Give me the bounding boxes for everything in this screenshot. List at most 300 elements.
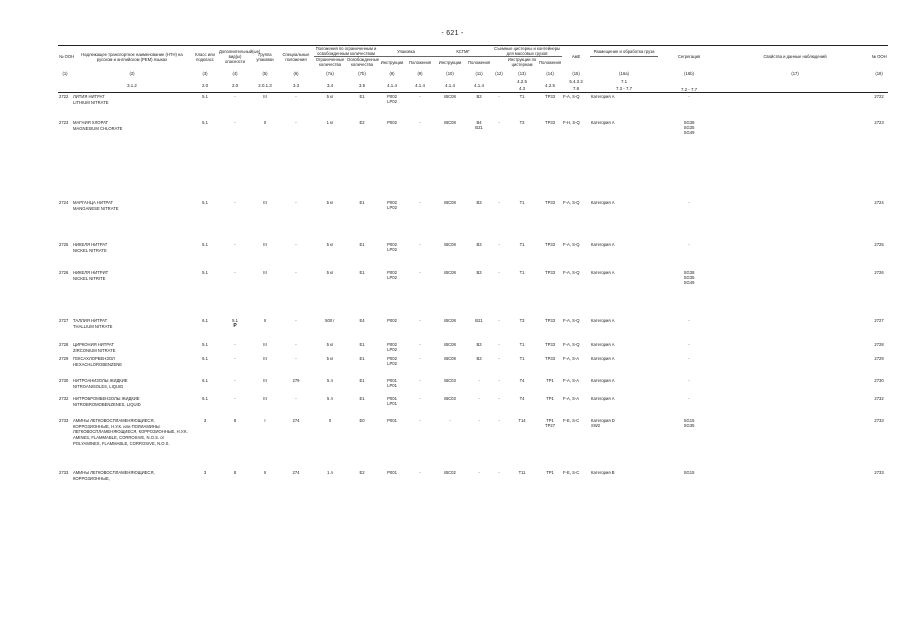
tank-provision-cell: TP33 xyxy=(545,317,556,323)
reference-number: 4.1.4 xyxy=(434,79,466,93)
packing-group-cell: III xyxy=(263,241,267,247)
dangerous-goods-list-table xyxy=(58,45,888,483)
un-number-right-cell: 2726 xyxy=(874,269,884,275)
excepted-quantity-cell: E0 xyxy=(359,417,365,423)
segregation-cell: - xyxy=(688,395,690,401)
packing-group-cell: III xyxy=(263,94,267,100)
ibc-provision-cell: B3 xyxy=(476,199,482,205)
shipping-name-cell: НИКЕЛЯ НИТРИТ NICKEL NITRITE xyxy=(73,269,109,281)
header-tank-instructions: Инструкции по цистернам xyxy=(507,57,537,68)
packing-provision-cell: - xyxy=(419,241,421,247)
special-provisions-cell: - xyxy=(295,119,297,125)
shipping-name-cell: НИТРОАНИЗОЛЫ ЖИДКИЕ NITROANISOLES, LIQUID xyxy=(73,377,128,389)
excepted-quantity-cell: E1 xyxy=(359,199,365,205)
column-number: (18) xyxy=(875,70,883,76)
header-segregation: Сегрегация xyxy=(658,46,720,68)
ibc-provision-cell: B3 xyxy=(476,94,482,100)
dangerous-goods-table-sheet xyxy=(58,45,888,483)
class-cell: 5.1 xyxy=(202,199,208,205)
tank-provision-cell: TP1 xyxy=(546,469,554,475)
un-number-right-cell: 2728 xyxy=(874,341,884,347)
class-cell: 3 xyxy=(203,417,207,423)
subsidiary-hazard-cell: - xyxy=(234,269,236,275)
ibc-provision-cell: - xyxy=(478,469,480,475)
packing-group-cell: III xyxy=(263,377,267,383)
tank-blank-cell: - xyxy=(498,94,500,100)
stowage-cell: Категория A xyxy=(591,395,615,401)
column-number: (2) xyxy=(129,70,135,76)
segregation-cell: - xyxy=(688,317,690,323)
header-ibc-instructions: Инструкции xyxy=(434,57,466,68)
column-number: (14) xyxy=(546,70,554,76)
tank-provision-cell: TP33 xyxy=(545,241,556,247)
un-number-right-cell: 2725 xyxy=(874,241,884,247)
column-number: (6) xyxy=(293,70,299,76)
class-cell: 5.1 xyxy=(202,341,208,347)
un-number-right-cell: 2732 xyxy=(874,395,884,401)
packing-instruction-cell: P002 LP02 xyxy=(387,199,397,210)
tank-provision-cell: TP33 xyxy=(545,119,556,125)
tank-provision-cell: TP33 xyxy=(545,355,556,361)
class-cell: 6.1 xyxy=(202,377,208,383)
header-packing-instructions: Инструкции xyxy=(378,57,406,68)
properties-cell xyxy=(720,377,870,395)
ems-cell: F-E, S-C xyxy=(563,417,580,423)
tank-instruction-cell: T1 xyxy=(519,199,525,205)
packing-provision-cell: - xyxy=(419,119,421,125)
ibc-instruction-cell: IBC08 xyxy=(444,119,456,125)
excepted-quantity-cell: E4 xyxy=(359,317,365,323)
class-cell: 5.1 xyxy=(202,241,208,247)
reference-number: 3.5 xyxy=(346,79,378,93)
column-number: (1) xyxy=(62,70,68,76)
tank-instruction-cell: T3 xyxy=(519,317,525,323)
header-subsidiary-hazard: Дополнительный(ые) вид(ы) опасности xyxy=(218,46,252,68)
column-number: (16a) xyxy=(619,70,629,76)
un-number-cell: 2724 xyxy=(59,199,69,205)
packing-provision-cell: - xyxy=(419,317,421,323)
packing-provision-cell: - xyxy=(419,395,421,401)
reference-number: 3.3 xyxy=(278,79,314,93)
special-provisions-cell: - xyxy=(295,341,297,347)
shipping-name-cell: НИКЕЛЯ НИТРАТ NICKEL NITRATE xyxy=(73,241,108,253)
tank-blank-cell: - xyxy=(498,469,500,475)
ibc-provision-cell: B21 xyxy=(475,317,483,323)
ibc-instruction-cell: IBC08 xyxy=(444,269,456,275)
packing-provision-cell: - xyxy=(419,269,421,275)
segregation-cell: SG15 xyxy=(683,469,695,475)
page-number: - 621 - xyxy=(441,30,464,37)
ibc-instruction-cell: IBC03 xyxy=(444,377,456,383)
limited-quantity-cell: 5 л xyxy=(327,377,333,383)
reference-number: 7.2 - 7.7 xyxy=(658,79,720,93)
un-number-cell: 2728 xyxy=(59,341,69,347)
reference-number: 4.1.4 xyxy=(406,79,434,93)
excepted-quantity-cell: E1 xyxy=(359,395,365,401)
segregation-cell: - xyxy=(688,199,690,205)
header-stowage-blank xyxy=(590,57,658,68)
reference-number: 2.0.1.3 xyxy=(252,79,278,93)
table-row xyxy=(58,199,888,241)
header-packaging: Упаковка xyxy=(378,46,434,57)
properties-cell xyxy=(720,417,870,469)
packing-provision-cell: - xyxy=(419,469,421,475)
shipping-name-cell: АМИНЫ ЛЕГКОВОСПЛАМЕНЯЮЩИЕСЯ, КОРРОЗИОННЫЕ, xyxy=(73,469,155,481)
ibc-provision-cell: - xyxy=(478,395,480,401)
un-number-right-cell: 2723 xyxy=(874,119,884,125)
reference-number: 3.1.2 xyxy=(72,79,192,93)
packing-group-cell: III xyxy=(263,269,267,275)
column-number: (13) xyxy=(518,70,526,76)
class-cell: 3 xyxy=(203,469,207,475)
segregation-cell: SG15 SG35 xyxy=(683,417,695,428)
table-row xyxy=(58,395,888,417)
tank-instruction-cell: T1 xyxy=(519,241,525,247)
reference-number: 3.4 xyxy=(314,79,346,93)
packing-instruction-cell: P001 xyxy=(387,417,397,423)
ems-cell: F-A, S-Q xyxy=(563,241,580,247)
segregation-cell: - xyxy=(688,377,690,383)
header-stowage-handling: Размещение и обработка груза xyxy=(590,46,658,57)
limited-quantity-cell: 0 xyxy=(328,417,332,423)
ems-cell: F-A, S-Q xyxy=(563,199,580,205)
shipping-name-cell: МАРГАНЦА НИТРАТ MANGANESE NITRATE xyxy=(73,199,119,211)
column-numbers-row xyxy=(58,67,888,79)
stowage-cell: Категория A xyxy=(591,199,615,205)
tank-instruction-cell: T1 xyxy=(519,355,525,361)
table-row xyxy=(58,317,888,341)
subsidiary-hazard-cell: - xyxy=(234,395,236,401)
tank-instruction-cell: T1 xyxy=(519,269,525,275)
stowage-cell: Категория A xyxy=(591,119,615,125)
un-number-cell: 2732 xyxy=(59,395,69,401)
ibc-instruction-cell: IBC08 xyxy=(444,341,456,347)
header-shipping-name: Надлежащее транспортное наименование (НТН) на русском и английском (РЕМ) языках xyxy=(72,46,192,68)
column-number: (15) xyxy=(572,70,580,76)
stowage-cell: Категория A xyxy=(591,317,615,323)
packing-instruction-cell: P001 LP01 xyxy=(387,395,397,406)
properties-cell xyxy=(720,355,870,377)
header-limited-quantities: Ограниченные количества xyxy=(315,57,345,68)
ems-cell: F-A, S-Q xyxy=(563,94,580,100)
ibc-provision-cell: - xyxy=(478,377,480,383)
un-number-right-cell: 2733 xyxy=(874,417,884,423)
subsidiary-hazard-cell: - xyxy=(234,341,236,347)
column-number: (7b) xyxy=(358,70,366,76)
subsidiary-hazard-cell: 8 xyxy=(233,417,237,423)
reference-number: 2.0 xyxy=(218,79,252,93)
table-row xyxy=(58,377,888,395)
excepted-quantity-cell: E1 xyxy=(359,269,365,275)
special-provisions-cell: - xyxy=(295,94,297,100)
un-number-cell: 2730 xyxy=(59,377,69,383)
packing-group-cell: III xyxy=(263,341,267,347)
un-number-cell: 2733 xyxy=(59,417,69,423)
ibc-provision-cell: - xyxy=(478,417,480,423)
table-header-row xyxy=(58,46,888,57)
packing-instruction-cell: P001 xyxy=(387,469,397,475)
column-number: (7a) xyxy=(326,70,334,76)
limited-quantity-cell: 5 кг xyxy=(326,199,334,205)
header-ibc: КСГМГ xyxy=(434,46,492,57)
tank-blank-cell: - xyxy=(498,269,500,275)
header-packing-group: Группа упаковки xyxy=(252,46,278,68)
ems-cell: F-A, S-A xyxy=(563,355,580,361)
packing-instruction-cell: P002 xyxy=(387,119,397,125)
un-number-cell: 2725 xyxy=(59,241,69,247)
table-row xyxy=(58,341,888,355)
ibc-provision-cell: B4 B21 xyxy=(475,119,483,130)
class-cell: 6.1 xyxy=(202,395,208,401)
column-number: (11) xyxy=(475,70,483,76)
segregation-cell: - xyxy=(688,241,690,247)
table-row xyxy=(58,269,888,317)
column-number: (3) xyxy=(202,70,208,76)
properties-cell xyxy=(720,93,870,119)
subsidiary-hazard-cell: - xyxy=(234,94,236,100)
packing-instruction-cell: P002 LP02 xyxy=(387,355,397,366)
header-un-number-right: № ООН xyxy=(870,46,888,68)
special-provisions-cell: - xyxy=(295,395,297,401)
table-row xyxy=(58,417,888,469)
stowage-cell: Категория A xyxy=(591,269,615,275)
limited-quantity-cell: 1 кг xyxy=(326,119,334,125)
header-properties: Свойства и данные наблюдений xyxy=(720,46,870,68)
header-ems: АмЕ xyxy=(562,46,590,68)
un-number-right-cell: 2733 xyxy=(874,469,884,475)
limited-quantity-cell: 5 кг xyxy=(326,341,334,347)
tank-instruction-cell: T4 xyxy=(519,395,525,401)
packing-instruction-cell: P002 LP02 xyxy=(387,341,397,352)
subsidiary-hazard-cell: - xyxy=(234,355,236,361)
header-special-provisions: Специальные положения xyxy=(278,46,314,68)
un-number-right-cell: 2722 xyxy=(874,94,884,100)
un-number-right-cell: 2730 xyxy=(874,377,884,383)
tank-instruction-cell: T11 xyxy=(518,469,526,475)
stowage-cell: Категория D SW2 xyxy=(591,417,615,428)
table-body xyxy=(58,67,888,483)
ems-cell: F-A, S-Q xyxy=(563,341,580,347)
packing-instruction-cell: P002 LP02 xyxy=(387,269,397,280)
special-provisions-cell: - xyxy=(295,355,297,361)
column-number: (8) xyxy=(389,70,395,76)
properties-cell xyxy=(720,469,870,483)
ibc-instruction-cell: - xyxy=(449,417,451,423)
tank-instruction-cell: T1 xyxy=(519,341,525,347)
reference-number: 2.0 xyxy=(192,79,218,93)
column-number: (10) xyxy=(446,70,454,76)
properties-cell xyxy=(720,119,870,199)
properties-cell xyxy=(720,317,870,341)
header-portable-tanks: Съемные цистерны и контейнеры для массовых грузов xyxy=(494,46,561,57)
segregation-cell: SG38 SG35 SG49 xyxy=(683,119,695,135)
tank-instruction-cell: T1 xyxy=(519,94,525,100)
subsidiary-hazard-cell: 8 xyxy=(233,469,237,475)
shipping-name-cell: ТАЛЛИЯ НИТРАТ THALLIUM NITRATE xyxy=(73,317,113,329)
header-limited-excepted: Положения по ограниченным и освобожденным количествам xyxy=(315,46,377,57)
tank-blank-cell: - xyxy=(498,199,500,205)
tank-blank-cell: - xyxy=(498,317,500,323)
packing-provision-cell: - xyxy=(419,199,421,205)
subsidiary-hazard-cell: - xyxy=(234,199,236,205)
table-row xyxy=(58,469,888,483)
excepted-quantity-cell: E2 xyxy=(359,469,365,475)
header-excepted-quantities: Освобожденные количества xyxy=(347,57,380,68)
table-row xyxy=(58,241,888,269)
tank-blank-cell: - xyxy=(498,355,500,361)
ems-cell: F-A, S-A xyxy=(563,395,580,401)
limited-quantity-cell: 500 г xyxy=(325,317,335,323)
reference-number: 4.1.4 xyxy=(378,79,406,93)
properties-cell xyxy=(720,341,870,355)
excepted-quantity-cell: E1 xyxy=(359,341,365,347)
stowage-cell: Категория A xyxy=(591,94,615,100)
excepted-quantity-cell: E1 xyxy=(359,377,365,383)
excepted-quantity-cell: E2 xyxy=(359,119,365,125)
tank-provision-cell: TP33 xyxy=(545,341,556,347)
tank-blank-cell: - xyxy=(498,377,500,383)
column-number: (9) xyxy=(417,70,423,76)
tank-instruction-cell: T14 xyxy=(518,417,526,423)
tank-provision-cell: TP1 xyxy=(546,395,554,401)
table-row xyxy=(58,119,888,199)
reference-number: 5.4.3.2 7.8 xyxy=(562,79,590,93)
special-provisions-cell: 274 xyxy=(292,469,300,475)
column-number: (12) xyxy=(495,70,503,76)
properties-cell xyxy=(720,241,870,269)
column-number: (5) xyxy=(262,70,268,76)
un-number-cell: 2722 xyxy=(59,94,69,100)
properties-cell xyxy=(720,199,870,241)
packing-instruction-cell: P002 LP02 xyxy=(387,241,397,252)
un-number-cell: 2727 xyxy=(59,317,69,323)
special-provisions-cell: - xyxy=(295,199,297,205)
header-packing-provisions: Положения xyxy=(406,57,434,68)
header-un-number: № ООН xyxy=(58,46,72,68)
un-number-cell: 2729 xyxy=(59,355,69,361)
stowage-cell: Категория A xyxy=(591,341,615,347)
tank-provision-cell: TP33 xyxy=(545,199,556,205)
properties-cell xyxy=(720,269,870,317)
packing-group-cell: III xyxy=(263,395,267,401)
special-provisions-cell: 279 xyxy=(292,377,300,383)
packing-instruction-cell: P002 xyxy=(387,317,397,323)
ems-cell: F-A, S-A xyxy=(563,377,580,383)
tank-provision-cell: TP1 xyxy=(546,377,554,383)
limited-quantity-cell: 5 кг xyxy=(326,241,334,247)
un-number-cell: 2726 xyxy=(59,269,69,275)
header-tank-blank xyxy=(492,57,506,68)
class-cell: 5.1 xyxy=(202,119,208,125)
un-number-cell: 2733 xyxy=(59,469,69,475)
class-cell: 5.1 xyxy=(202,269,208,275)
shipping-name-cell: АМИНЫ ЛЕГКОВОСПЛАМЕНЯЮЩИЕСЯ, КОРРОЗИОННЫЕ, Н.У.К. или ПОЛИАМИНЫ ЛЕГКОВОСПЛАМЕНЯЮЩИЕСЯ, КОРРОЗИОННЫЕ, Н.У.К. AMINES, FLAMMABLE, CORROSIVE, N.O.S. or POLYAMINES, FLAMMABLE, CORROSIVE, N.O.S. xyxy=(73,417,188,446)
reference-number: 4.2.5 4.3 xyxy=(506,79,538,93)
tank-provision-cell: TP33 xyxy=(545,269,556,275)
packing-group-cell: II xyxy=(263,469,267,475)
tank-blank-cell: - xyxy=(498,395,500,401)
packing-group-cell: II xyxy=(263,119,267,125)
ibc-instruction-cell: IBC08 xyxy=(444,241,456,247)
ibc-instruction-cell: IBC08 xyxy=(444,317,456,323)
limited-quantity-cell: 5 кг xyxy=(326,355,334,361)
reference-number: 7.1 7.3 - 7.7 xyxy=(590,79,658,93)
packing-provision-cell: - xyxy=(419,355,421,361)
tank-blank-cell: - xyxy=(498,241,500,247)
shipping-name-cell: НИТРОБРОМБЕНЗОЛЫ ЖИДКИЕ NITROBROMOBENZENES, LIQUID xyxy=(73,395,141,407)
packing-instruction-cell: P002 LP02 xyxy=(387,94,397,105)
header-tank-provisions: Положения xyxy=(538,57,562,68)
stowage-cell: Категория A xyxy=(591,241,615,247)
ibc-instruction-cell: IBC08 xyxy=(444,94,456,100)
excepted-quantity-cell: E1 xyxy=(359,241,365,247)
tank-instruction-cell: T3 xyxy=(519,119,525,125)
reference-number: 4.1.4 xyxy=(466,79,492,93)
subsidiary-hazard-cell: - xyxy=(234,119,236,125)
header-class: Класс или подкласс xyxy=(192,46,218,68)
subsidiary-hazard-cell: - xyxy=(234,377,236,383)
reference-number: 4.2.5 xyxy=(538,79,562,93)
special-provisions-cell: 274 xyxy=(292,417,300,423)
ibc-instruction-cell: IBC08 xyxy=(444,199,456,205)
shipping-name-cell: ЛИТИЯ НИТРАТ LITHIUM NITRATE xyxy=(73,94,109,106)
tank-instruction-cell: T4 xyxy=(519,377,525,383)
shipping-name-cell: МАГНИЯ ХЛОРАТ MAGNESIUM CHLORATE xyxy=(73,119,123,131)
special-provisions-cell: - xyxy=(295,241,297,247)
column-number: (16b) xyxy=(684,70,694,76)
stowage-cell: Категория A xyxy=(591,377,615,383)
un-number-cell: 2723 xyxy=(59,119,69,125)
stowage-cell: Категория B xyxy=(591,469,615,475)
ibc-instruction-cell: IBC08 xyxy=(444,355,456,361)
special-provisions-cell: - xyxy=(295,317,297,323)
ibc-provision-cell: B3 xyxy=(476,355,482,361)
ibc-instruction-cell: IBC02 xyxy=(444,469,456,475)
table-row xyxy=(58,355,888,377)
un-number-right-cell: 2729 xyxy=(874,355,884,361)
tank-provision-cell: TP33 xyxy=(545,94,556,100)
ibc-provision-cell: B3 xyxy=(476,341,482,347)
segregation-cell: - xyxy=(688,94,690,100)
tank-blank-cell: - xyxy=(498,341,500,347)
packing-group-cell: III xyxy=(263,355,267,361)
excepted-quantity-cell: E1 xyxy=(359,94,365,100)
packing-instruction-cell: P001 LP01 xyxy=(387,377,397,388)
column-number: (4) xyxy=(232,70,238,76)
limited-quantity-cell: 1 л xyxy=(327,469,333,475)
tank-provision-cell: TP1 TP27 xyxy=(545,417,556,428)
ibc-provision-cell: B3 xyxy=(476,269,482,275)
stowage-cell: Категория A xyxy=(591,355,615,361)
un-number-right-cell: 2724 xyxy=(874,199,884,205)
ibc-provision-cell: B3 xyxy=(476,241,482,247)
properties-cell xyxy=(720,395,870,417)
limited-quantity-cell: 5 кг xyxy=(326,94,334,100)
packing-group-cell: I xyxy=(264,417,266,423)
un-number-right-cell: 2727 xyxy=(874,317,884,323)
class-cell: 5.1 xyxy=(202,94,208,100)
tank-blank-cell: - xyxy=(498,417,500,423)
ibc-instruction-cell: IBC03 xyxy=(444,395,456,401)
ems-cell: F-A, S-Q xyxy=(563,269,580,275)
column-number: (17) xyxy=(791,70,799,76)
packing-provision-cell: - xyxy=(419,417,421,423)
excepted-quantity-cell: E1 xyxy=(359,355,365,361)
special-provisions-cell: - xyxy=(295,269,297,275)
subsidiary-hazard-cell: - xyxy=(234,241,236,247)
table-row xyxy=(58,93,888,119)
packing-provision-cell: - xyxy=(419,94,421,100)
